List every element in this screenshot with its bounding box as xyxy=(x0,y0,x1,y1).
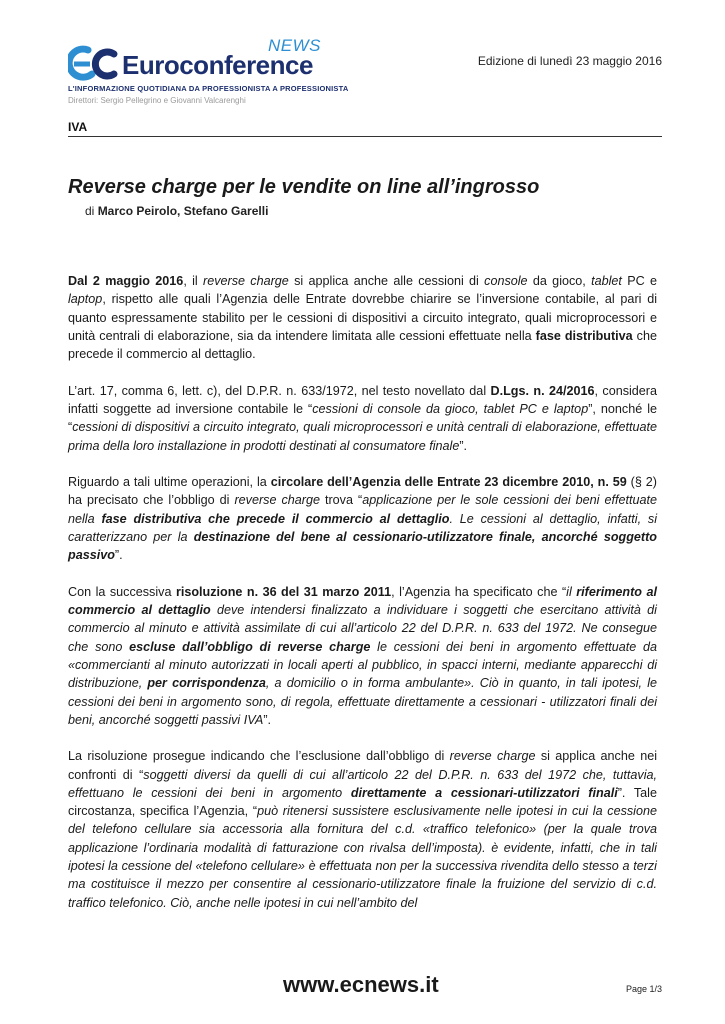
text-run: circolare dell’Agenzia delle Entrate 23 dicembre 2010, n. 59 xyxy=(270,475,627,490)
text-run: cessioni di console da gioco, tablet PC e laptop xyxy=(312,401,589,416)
text-run: tablet xyxy=(591,274,622,288)
text-run: si applica anche alle cessioni di xyxy=(288,274,485,288)
text-run: L’art. 17, comma 6, lett. c), del D.P.R. n. 633/1972, nel testo novellato dal xyxy=(68,383,491,398)
text-run: direttamente a cessionari-utilizzatori finali xyxy=(350,785,618,800)
brand-news-label: NEWS xyxy=(268,36,321,55)
paragraph-5 xyxy=(68,747,657,912)
text-run: laptop xyxy=(68,292,103,307)
text-run: , rispetto alle quali l’Agenzia delle Entrate dovrebbe chiarire se l’inversione contabile, al pari di quanto espressamente stabilito per le cessioni di dispositivi a circuito integrato, quali microprocessori e unità centrali di elaborazione, sia da intendere limitata alle cessioni effettuate nella xyxy=(68,292,657,343)
page-number: Page 1/3 xyxy=(625,984,662,994)
text-run: il xyxy=(566,584,577,599)
text-run: cessioni di dispositivi a circuito integrato, quali microprocessori e unità centrali di elaborazione, effettuate prima della loro installazione in prodotti destinati al consumatore finale xyxy=(68,420,657,453)
paragraph-3 xyxy=(68,473,657,564)
text-run: La risoluzione prosegue indicando che l’esclusione dall’obbligo di xyxy=(68,749,450,764)
footer-website-link[interactable]: www.ecnews.it xyxy=(283,972,439,997)
directors-line: Direttori: Sergio Pellegrino e Giovanni Valcarenghi xyxy=(68,96,246,105)
paragraph-4 xyxy=(68,583,657,729)
text-run: , il xyxy=(183,274,204,288)
text-run: applicazione per le sole cessioni dei beni effettuate nella xyxy=(68,493,657,526)
text-run: reverse charge xyxy=(449,749,536,764)
text-run: ”, nonché le “ xyxy=(68,401,658,435)
text-run: Dal 2 maggio 2016 xyxy=(68,274,184,288)
byline-prefix: di xyxy=(85,204,95,218)
text-run: da gioco, xyxy=(527,274,592,288)
brand-tagline: L'INFORMAZIONE QUOTIDIANA DA PROFESSIONISTA A PROFESSIONISTA xyxy=(68,84,349,93)
text-run: deve intendersi finalizzato a individuare i soggetti che esercitano attività di commercio al minuto e attività assimilate di cui all’articolo 22 del D.P.R. n. 633 del 1972. Ne consegue che sono xyxy=(68,603,657,654)
text-run: per corrispondenza xyxy=(147,676,266,691)
text-run: PC e xyxy=(621,274,658,288)
text-run: destinazione del bene al cessionario-utilizzatore finale, ancorché soggetto passivo xyxy=(68,529,657,563)
paragraph-1 xyxy=(68,272,657,363)
section-divider xyxy=(68,136,662,137)
text-run: , considera infatti soggette ad inversione contabile le “ xyxy=(68,383,657,416)
text-run: fase distributiva xyxy=(535,328,633,343)
text-run: D.Lgs. n. 24/2016 xyxy=(490,383,595,398)
text-run: Con la successiva xyxy=(68,584,176,599)
text-run: Riguardo a tali ultime operazioni, la xyxy=(68,475,271,490)
text-run: si applica anche nei confronti di “ xyxy=(68,749,658,782)
brand-name: Euroconference xyxy=(122,50,313,80)
masthead xyxy=(68,36,662,126)
edition-date: Edizione di lunedì 23 maggio 2016 xyxy=(477,54,662,68)
text-run: , l’Agenzia ha specificato che “ xyxy=(391,584,567,599)
text-run: reverse charge xyxy=(234,493,320,508)
section-label: IVA xyxy=(68,120,88,134)
euroconference-logo-icon xyxy=(68,44,120,84)
text-run: che precede il commercio al dettaglio. xyxy=(68,328,657,362)
text-run: soggetti diversi da quelli di cui all’articolo 22 del D.P.R. n. 633 del 1972 che, tuttavia, effettuano le cessioni dei beni in argomento xyxy=(68,767,658,800)
text-run: può ritenersi sussistere esclusivamente nelle ipotesi in cui la cessione del telefono cellulare sia accessoria alla fornitura del c.d. «traffico telefonico» (per la quale trova applicazione l’ordinaria modalità di fatturazione con rivalsa dell’imposta). è evidente, infatti, che in tali ipotesi la cessione del «telefono cellulare» è effettuata non per la successiva rivendita dello stesso a terzi ma costituisce il mezzo per consentire al cessionario-utilizzatore finale la fruizione del servizio di c.d. traffico telefonico. Ciò, anche nelle ipotesi in cui nell’ambito del xyxy=(68,804,657,910)
text-run: escluse dall’obbligo di reverse charge xyxy=(129,639,371,654)
text-run: le cessioni dei beni in argomento effettuate da «commercianti al minuto autorizzati in locali aperti al pubblico, in spacci interni, mediante apparecchi di distribuzione, xyxy=(68,639,657,691)
text-run: ”. xyxy=(114,548,123,563)
text-run: trova “ xyxy=(319,493,363,508)
text-run: reverse charge xyxy=(203,274,289,288)
text-run: ”. xyxy=(263,712,272,727)
byline-authors: Marco Peirolo, Stefano Garelli xyxy=(97,204,269,218)
text-run: risoluzione n. 36 del 31 marzo 2011 xyxy=(175,584,392,599)
text-run: console xyxy=(484,274,528,288)
text-run: ”. xyxy=(459,438,468,453)
article-title: Reverse charge per le vendite on line all’ingrosso xyxy=(68,176,540,198)
article-body xyxy=(68,272,657,930)
text-run: fase distributiva che precede il commercio al dettaglio xyxy=(101,511,450,526)
article-byline xyxy=(85,204,268,218)
text-run: riferimento al commercio al dettaglio xyxy=(68,584,657,618)
text-run: (§ 2) ha precisato che l’obbligo di xyxy=(68,475,657,508)
paragraph-2 xyxy=(68,382,657,455)
text-run: ”. Tale circostanza, specifica l’Agenzia, “ xyxy=(68,785,657,819)
text-run: . Le cessioni al dettaglio, infatti, si caratterizzano per la xyxy=(68,511,658,544)
text-run: , a domicilio o in forma ambulante». Ciò in quanto, in tali ipotesi, le cessioni dei beni in argomento sono, di regola, effettuate direttamente a cessionari - utilizzatori finali dei beni, ancorché soggetti passivi IVA xyxy=(68,676,657,727)
